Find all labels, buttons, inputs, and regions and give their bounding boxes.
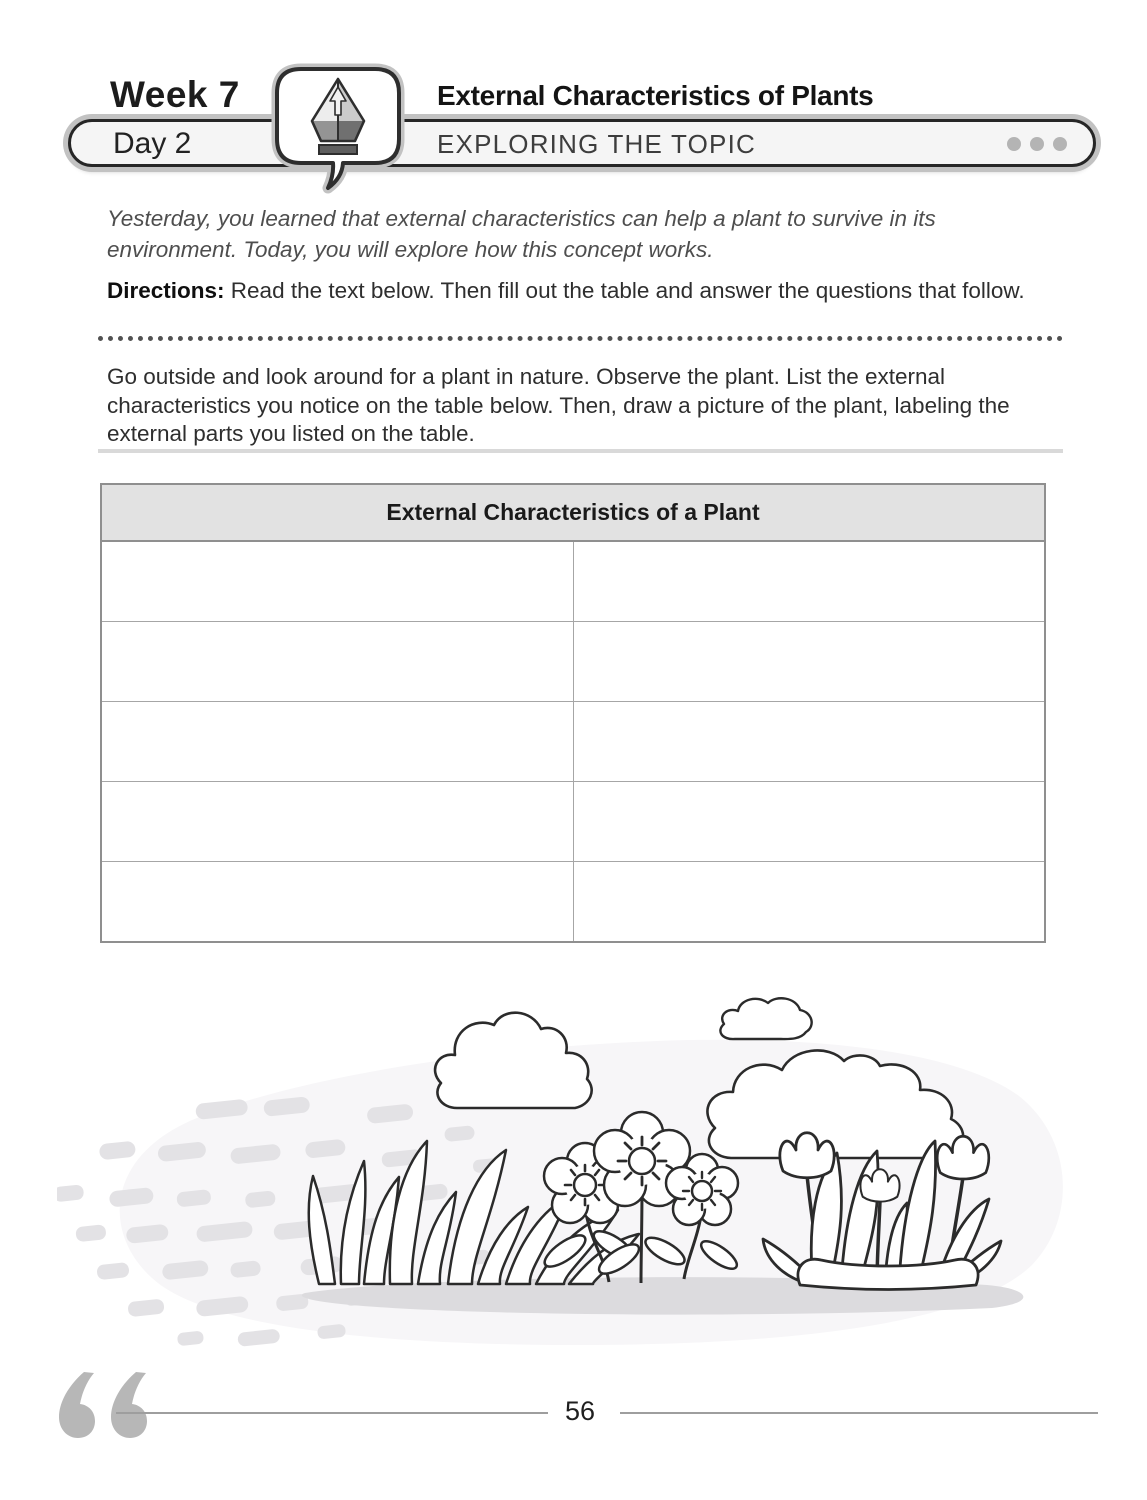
ellipsis-dots-icon [1007,137,1067,151]
table-cell [573,862,1045,943]
table-cell [573,622,1045,702]
table-cell [573,541,1045,622]
table-row [101,862,1045,943]
table-row [101,541,1045,622]
footer-rule-left [116,1412,548,1414]
directions-paragraph [107,276,1055,306]
ellipsis-dot [1007,137,1021,151]
nature-illustration [57,993,1092,1350]
table-cell [573,702,1045,782]
ellipsis-dot [1053,137,1067,151]
directions-label: Directions: [107,278,225,303]
table-header-row [101,484,1045,541]
intro-paragraph: Yesterday, you learned that external characteristics can help a plant to survive in its environment. Today, you will explore how this concept works. [107,206,936,262]
section-divider [98,449,1063,453]
cloud-medium-icon [435,1013,592,1108]
lesson-title: External Characteristics of Plants [437,80,874,111]
table-cell [101,782,573,862]
table-row [101,622,1045,702]
table-cell [101,541,573,622]
directions-text: Read the text below. Then fill out the table and answer the questions that follow. [230,278,1025,303]
day-label: Day 2 [113,127,192,160]
cloud-small-icon [720,998,811,1039]
header-bar [68,119,1096,167]
table-title: External Characteristics of a Plant [101,484,1045,541]
dotted-divider [98,330,1063,341]
activity-paragraph: Go outside and look around for a plant in nature. Observe the plant. List the external characteristics you notice on the table below. Then, draw a picture of the plant, labeling the external parts you listed on the table. [107,364,1010,446]
ellipsis-dot [1030,137,1044,151]
table-row [101,702,1045,782]
table-cell [101,862,573,943]
characteristics-table [100,483,1046,943]
double-quote-icon [50,1368,160,1444]
page-number: 56 [564,1396,596,1426]
table-cell [101,622,573,702]
footer-rule-right [620,1412,1098,1414]
table-cell [573,782,1045,862]
table-cell [101,702,573,782]
pen-nib-speech-bubble-icon [262,60,414,196]
table-row [101,782,1045,862]
section-title: EXPLORING THE TOPIC [437,129,756,159]
week-label: Week 7 [110,74,240,115]
